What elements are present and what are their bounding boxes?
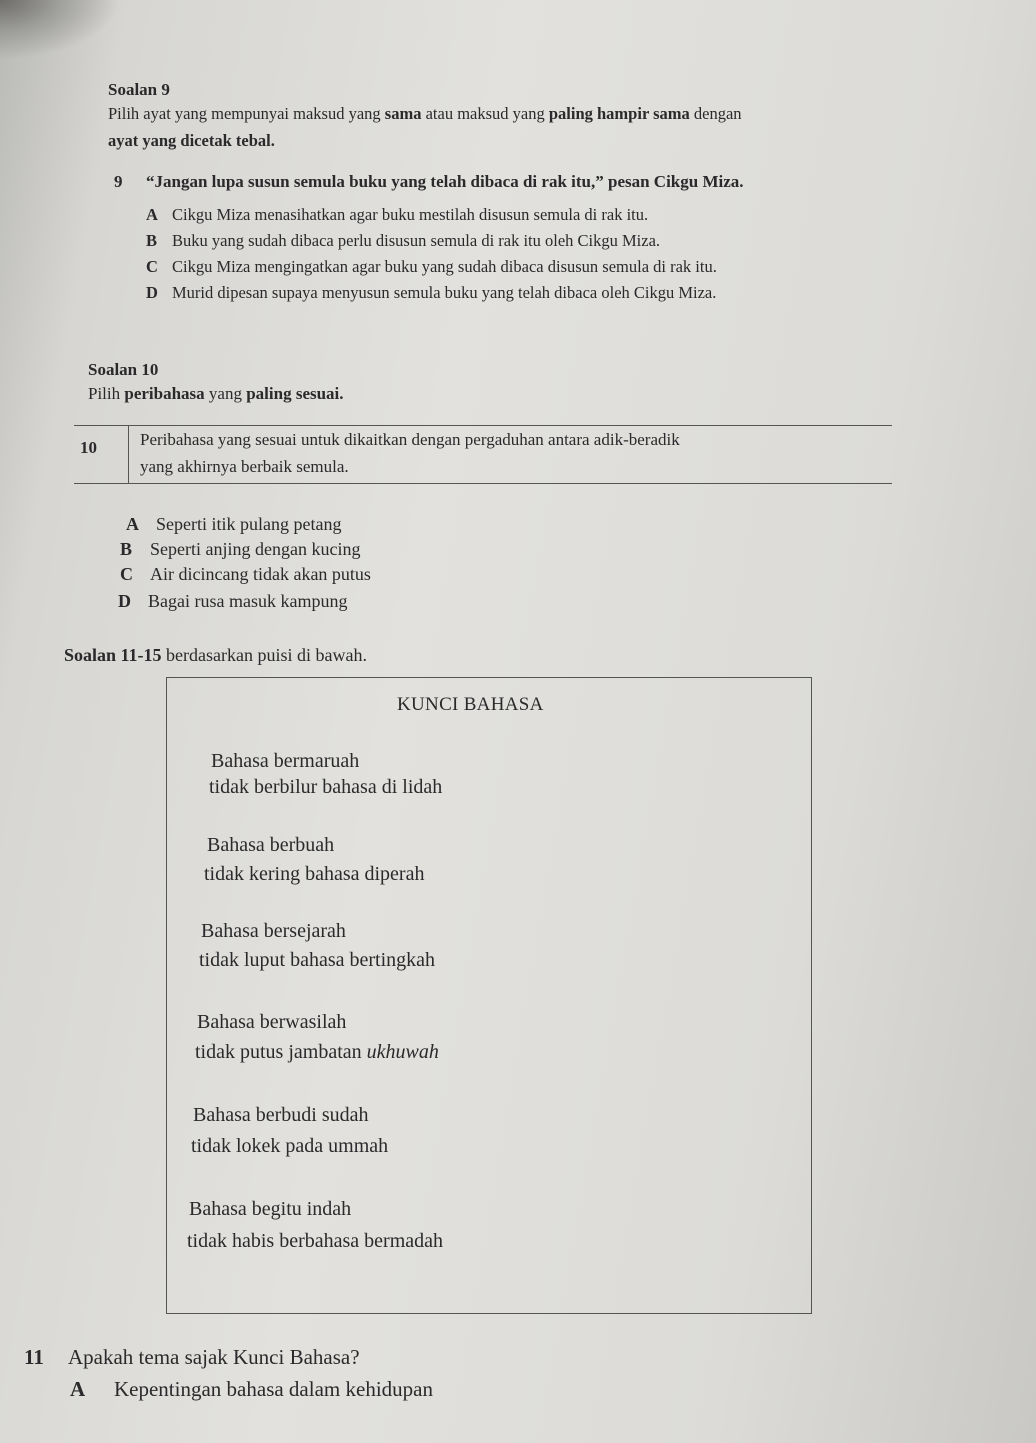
instruction-part-bold: paling sesuai.: [246, 384, 344, 403]
poem-line: Bahasa bersejarah: [201, 920, 346, 942]
question-10-box: [74, 425, 892, 484]
heading-rest: berdasarkan puisi di bawah.: [161, 645, 367, 665]
poem-line-text: tidak putus jambatan: [195, 1041, 367, 1063]
q10-option-b[interactable]: [120, 539, 360, 560]
option-letter: C: [146, 257, 158, 276]
question-10-stem-line2: yang akhirnya berbaik semula.: [140, 457, 349, 476]
option-letter: A: [146, 205, 158, 224]
q10-option-c[interactable]: [120, 564, 371, 585]
question-text: “Jangan lupa susun semula buku yang telah dibaca di rak itu,” pesan Cikgu Miza.: [146, 172, 744, 191]
option-letter: A: [70, 1377, 86, 1401]
poem-line: Bahasa begitu indah: [189, 1198, 352, 1220]
poem-line: Bahasa berwasilah: [197, 1011, 347, 1033]
instruction-part: yang: [204, 384, 247, 403]
instruction-part: Pilih ayat yang mempunyai maksud yang: [108, 104, 385, 123]
option-text: Cikgu Miza mengingatkan agar buku yang sudah dibaca disusun semula di rak itu.: [172, 257, 717, 276]
poem-line: Bahasa berbuah: [207, 834, 335, 856]
poem-line: tidak habis berbahasa bermadah: [187, 1230, 444, 1252]
poem-line: tidak berbilur bahasa di lidah: [209, 776, 443, 798]
soalan-11-15-heading: [64, 645, 367, 666]
poem-line: tidak luput bahasa bertingkah: [199, 949, 436, 971]
option-text: Buku yang sudah dibaca perlu disusun semula di rak itu oleh Cikgu Miza.: [172, 231, 661, 250]
poem-title: KUNCI BAHASA: [397, 694, 544, 715]
option-letter: C: [120, 564, 133, 584]
question-text: Apakah tema sajak Kunci Bahasa?: [68, 1345, 360, 1369]
poem-line: tidak kering bahasa diperah: [204, 863, 425, 885]
soalan-9-instruction-line2: ayat yang dicetak tebal.: [108, 131, 275, 150]
soalan-10-instruction: [88, 384, 344, 404]
q9-option-d[interactable]: [146, 283, 716, 303]
soalan-9-heading: Soalan 9: [108, 80, 170, 99]
question-number: 11: [24, 1345, 44, 1369]
q9-option-b[interactable]: [146, 231, 660, 251]
option-letter: D: [146, 283, 158, 302]
option-text: Bagai rusa masuk kampung: [148, 591, 348, 611]
soalan-9-instruction: [108, 104, 742, 124]
poem-line: [195, 1041, 439, 1064]
option-text: Air dicincang tidak akan putus: [150, 564, 371, 584]
instruction-part: dengan: [689, 104, 742, 123]
box-divider: [128, 426, 129, 483]
instruction-part: Pilih: [88, 384, 125, 403]
question-11: [24, 1345, 360, 1370]
option-text: Seperti itik pulang petang: [156, 514, 342, 534]
option-text: Seperti anjing dengan kucing: [150, 539, 361, 559]
q10-option-a[interactable]: [126, 514, 341, 535]
option-text: Murid dipesan supaya menyusun semula buku yang telah dibaca oleh Cikgu Miza.: [172, 283, 717, 302]
poem-line: tidak lokek pada ummah: [191, 1135, 389, 1157]
soalan-10-heading: Soalan 10: [88, 360, 159, 379]
question-number: 9: [114, 172, 123, 191]
question-10-stem-line1: Peribahasa yang sesuai untuk dikaitkan dengan pergaduhan antara adik-beradik: [140, 430, 680, 449]
option-letter: B: [120, 539, 133, 559]
question-9-stem: [114, 172, 744, 192]
instruction-part-bold: paling hampir sama: [548, 104, 690, 123]
option-text: Kepentingan bahasa dalam kehidupan: [114, 1377, 433, 1401]
page-corner-shadow: [0, 0, 120, 60]
q10-option-d[interactable]: [118, 591, 347, 612]
instruction-part-bold: sama: [384, 104, 422, 123]
instruction-part: atau maksud yang: [421, 104, 549, 123]
q9-option-a[interactable]: [146, 205, 648, 225]
option-text: Cikgu Miza menasihatkan agar buku mestilah disusun semula di rak itu.: [172, 205, 649, 224]
instruction-part-bold: peribahasa: [124, 384, 205, 403]
question-number: 10: [80, 438, 97, 457]
option-letter: B: [146, 231, 158, 250]
heading-bold: Soalan 11-15: [64, 645, 162, 665]
q11-option-a[interactable]: [70, 1377, 433, 1402]
poem-italic-word: ukhuwah: [366, 1041, 439, 1063]
poem-box: [166, 677, 812, 1314]
poem-line: Bahasa berbudi sudah: [193, 1104, 369, 1126]
poem-line: Bahasa bermaruah: [211, 750, 360, 772]
q9-option-c[interactable]: [146, 257, 717, 277]
option-letter: A: [126, 514, 139, 534]
option-letter: D: [118, 591, 131, 611]
